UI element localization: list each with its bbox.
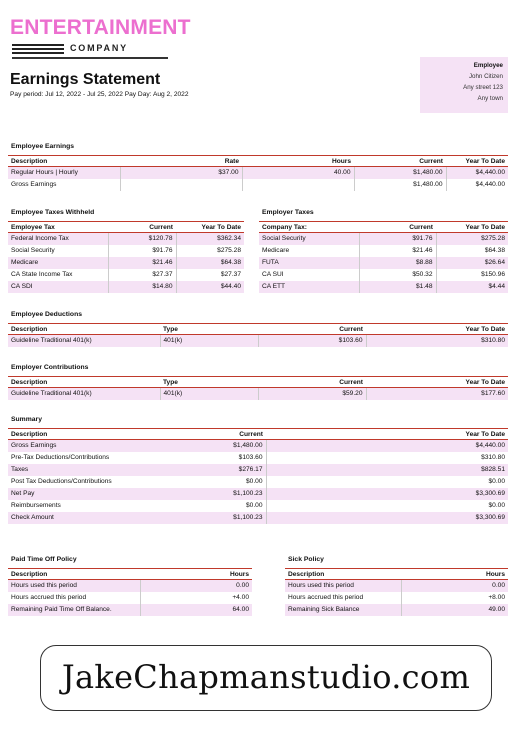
col-header: Current — [359, 222, 436, 233]
table-cell: $4,440.00 — [475, 181, 505, 188]
table-row — [8, 245, 244, 257]
table-row — [259, 257, 508, 269]
col-header: Type — [160, 377, 258, 388]
table-cell: $276.17 — [158, 464, 266, 476]
col-header: Company Tax: — [259, 222, 359, 233]
table-row — [8, 604, 252, 616]
employee-taxes-table — [8, 221, 244, 293]
col-header: Current — [158, 429, 266, 440]
table-cell: CA SUI — [259, 269, 359, 281]
table-cell: $120.78 — [108, 233, 176, 245]
statement-title: Earnings Statement — [10, 71, 161, 88]
table-cell: Guideline Traditional 401(k) — [8, 388, 160, 400]
table-row — [8, 488, 508, 500]
table-cell: $310.80 — [366, 335, 508, 347]
table-cell: Hours accrued this period — [8, 592, 140, 604]
employer-contributions-title: Employer Contributions — [11, 364, 89, 371]
table-cell: $44.40 — [176, 281, 244, 293]
employee-deductions-table — [8, 323, 508, 347]
table-cell: Medicare — [259, 245, 359, 257]
employee-taxes-title: Employee Taxes Withheld — [11, 209, 95, 216]
table-cell: $310.80 — [481, 454, 505, 461]
employee-town: Any town — [477, 95, 503, 102]
table-row — [8, 281, 244, 293]
col-header: Year To Date — [176, 222, 244, 233]
table-cell: $4.44 — [436, 281, 508, 293]
col-header: Year To Date — [366, 377, 508, 388]
table-row — [285, 580, 508, 592]
table-cell: Net Pay — [8, 488, 158, 500]
table-cell: $275.28 — [217, 247, 241, 254]
table-cell: $1,100.23 — [158, 488, 266, 500]
col-header: Type — [160, 324, 258, 335]
table-cell: Pre-Tax Deductions/Contributions — [11, 454, 110, 461]
table-cell: $150.96 — [481, 271, 505, 278]
table-cell: Hours used this period — [285, 580, 401, 592]
earnings-table — [8, 155, 508, 191]
table-cell: 0.00 — [140, 580, 252, 592]
table-row — [259, 281, 508, 293]
table-cell: 40.00 — [242, 167, 354, 179]
table-cell: 64.00 — [140, 604, 252, 616]
table-cell: $4,440.00 — [266, 440, 508, 452]
table-cell: 49.00 — [401, 604, 508, 616]
table-cell: $4,440.00 — [446, 167, 508, 179]
col-header: Description — [8, 324, 160, 335]
table-cell: Social Security — [259, 233, 359, 245]
table-cell: $50.32 — [359, 269, 436, 281]
col-header: Employee Tax — [8, 222, 108, 233]
table-cell: $27.37 — [220, 271, 241, 278]
summary-table — [8, 428, 508, 524]
col-header: Year To Date — [366, 324, 508, 335]
col-header: Description — [8, 156, 120, 167]
col-header: Current — [258, 377, 366, 388]
table-cell — [242, 179, 354, 191]
pto-title: Paid Time Off Policy — [11, 556, 77, 563]
col-header: Description — [8, 569, 140, 580]
table-cell: $828.51 — [266, 464, 508, 476]
table-cell: Medicare — [8, 257, 108, 269]
table-row — [8, 476, 508, 488]
table-cell: $1,480.00 — [354, 167, 446, 179]
table-row — [259, 269, 508, 281]
logo-lines-icon — [12, 44, 64, 56]
employee-name: John Citizen — [468, 73, 503, 80]
logo-underline — [12, 57, 168, 59]
table-cell: $37.00 — [120, 167, 242, 179]
table-cell: Gross Earnings — [8, 179, 120, 191]
table-cell: Regular Hours | Hourly — [8, 167, 120, 179]
table-cell: Hours accrued this period — [285, 592, 401, 604]
earnings-section-title: Employee Earnings — [11, 143, 75, 150]
table-row — [8, 592, 252, 604]
table-cell: $1,100.23 — [158, 512, 266, 524]
table-cell: $0.00 — [488, 502, 505, 509]
employee-info-box — [420, 57, 508, 113]
table-row — [259, 245, 508, 257]
table-cell: $14.80 — [108, 281, 176, 293]
table-cell: $8.88 — [359, 257, 436, 269]
table-row — [8, 388, 508, 400]
col-header: Year To Date — [436, 222, 508, 233]
table-cell: +4.00 — [232, 594, 249, 601]
table-cell: 401(k) — [160, 335, 258, 347]
table-cell: Federal Income Tax — [8, 233, 108, 245]
table-cell: Post Tax Deductions/Contributions — [11, 478, 112, 485]
table-row — [8, 464, 508, 476]
table-cell: $91.76 — [108, 245, 176, 257]
sick-table — [285, 568, 508, 616]
employee-street: Any street 123 — [463, 84, 503, 91]
table-cell: $0.00 — [488, 478, 505, 485]
table-row — [8, 335, 508, 347]
table-cell: $103.60 — [258, 335, 366, 347]
table-cell: CA ETT — [259, 281, 359, 293]
table-cell: $26.64 — [436, 257, 508, 269]
table-cell: $64.38 — [176, 257, 244, 269]
col-header: Description — [285, 569, 401, 580]
table-cell: $0.00 — [158, 476, 266, 488]
table-cell: $27.37 — [108, 269, 176, 281]
table-cell: Guideline Traditional 401(k) — [8, 335, 160, 347]
table-cell: $1,480.00 — [158, 440, 266, 452]
table-cell: 0.00 — [401, 580, 508, 592]
pto-table — [8, 568, 252, 616]
table-row — [285, 604, 508, 616]
table-cell: +8.00 — [488, 594, 505, 601]
table-row — [8, 233, 244, 245]
col-header: Year To Date — [446, 156, 508, 167]
table-cell: CA SDI — [8, 281, 108, 293]
employee-deductions-title: Employee Deductions — [11, 311, 83, 318]
table-cell: $1.48 — [359, 281, 436, 293]
table-cell: Gross Earnings — [8, 440, 158, 452]
table-cell: 401(k) — [160, 388, 258, 400]
table-cell: Taxes — [8, 464, 158, 476]
col-header: Current — [108, 222, 176, 233]
table-row — [8, 580, 252, 592]
col-header: Description — [8, 429, 158, 440]
col-header: Current — [258, 324, 366, 335]
table-cell: Hours used this period — [8, 580, 140, 592]
table-cell: $177.60 — [366, 388, 508, 400]
table-cell: $59.20 — [258, 388, 366, 400]
table-cell — [120, 179, 242, 191]
table-row — [8, 500, 508, 512]
table-row — [8, 257, 244, 269]
table-cell: $21.46 — [359, 245, 436, 257]
company-logo-subtitle: COMPANY — [70, 43, 128, 53]
employer-taxes-title: Employer Taxes — [262, 209, 314, 216]
table-cell: $64.38 — [484, 247, 505, 254]
pay-period: Pay period: Jul 12, 2022 - Jul 25, 2022 Pay Day: Aug 2, 2022 — [10, 91, 189, 98]
company-logo-title: ENTERTAINMENT — [10, 16, 191, 39]
summary-title: Summary — [11, 416, 42, 423]
watermark-banner: JakeChapmanstudio.com — [40, 645, 492, 711]
col-header: Hours — [401, 569, 508, 580]
table-cell: $0.00 — [158, 500, 266, 512]
employee-heading: Employee — [473, 62, 503, 69]
table-cell: Remaining Paid Time Off Balance. — [8, 604, 140, 616]
table-row — [8, 452, 508, 464]
col-header: Current — [354, 156, 446, 167]
table-cell: Check Amount — [8, 512, 158, 524]
table-cell: Remaining Sick Balance — [285, 604, 401, 616]
table-row — [8, 269, 244, 281]
employer-taxes-table — [259, 221, 508, 293]
table-cell: $1,480.00 — [354, 179, 446, 191]
table-row — [259, 233, 508, 245]
table-cell: FUTA — [259, 257, 359, 269]
col-header: Description — [8, 377, 160, 388]
table-cell: $3,300.69 — [266, 512, 508, 524]
col-header: Year To Date — [266, 429, 508, 440]
table-row — [285, 592, 508, 604]
table-row — [8, 512, 508, 524]
employer-contributions-table — [8, 376, 508, 400]
col-header: Hours — [140, 569, 252, 580]
table-row — [8, 179, 508, 191]
table-cell: $103.60 — [158, 452, 266, 464]
table-cell: $275.28 — [436, 233, 508, 245]
table-row — [8, 440, 508, 452]
table-cell: $3,300.69 — [266, 488, 508, 500]
table-row — [8, 167, 508, 179]
table-cell: CA State Income Tax — [8, 269, 108, 281]
col-header: Hours — [242, 156, 354, 167]
table-cell: $91.76 — [359, 233, 436, 245]
table-cell: $362.34 — [176, 233, 244, 245]
sick-title: Sick Policy — [288, 556, 324, 563]
table-cell: $21.46 — [108, 257, 176, 269]
table-cell: Reimbursements — [11, 502, 61, 509]
table-cell: Social Security — [8, 245, 108, 257]
col-header: Rate — [120, 156, 242, 167]
